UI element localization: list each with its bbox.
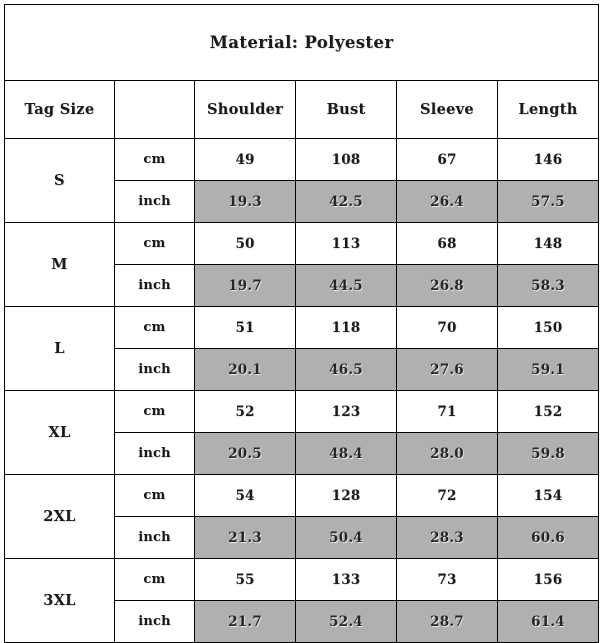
size-chart-table	[4, 4, 599, 643]
unit-label-inch: inch	[114, 601, 194, 643]
unit-label-inch: inch	[114, 433, 194, 475]
cell-length-inch: 59.1	[497, 349, 598, 391]
unit-label-cm: cm	[114, 559, 194, 601]
cell-sleeve-inch: 28.3	[397, 517, 498, 559]
table-row	[5, 391, 599, 433]
cell-shoulder-cm: 55	[195, 559, 296, 601]
size-label: L	[5, 307, 115, 391]
cell-sleeve-inch: 26.8	[397, 265, 498, 307]
cell-sleeve-cm: 71	[397, 391, 498, 433]
table-row	[5, 475, 599, 517]
cell-bust-inch: 48.4	[296, 433, 397, 475]
size-label: XL	[5, 391, 115, 475]
cell-length-cm: 150	[497, 307, 598, 349]
cell-sleeve-cm: 68	[397, 223, 498, 265]
table-row	[5, 307, 599, 349]
column-header-bust: Bust	[296, 81, 397, 139]
cell-length-inch: 59.8	[497, 433, 598, 475]
cell-length-inch: 57.5	[497, 181, 598, 223]
cell-shoulder-inch: 19.7	[195, 265, 296, 307]
cell-sleeve-inch: 26.4	[397, 181, 498, 223]
size-chart-image	[0, 4, 603, 630]
cell-shoulder-inch: 21.7	[195, 601, 296, 643]
cell-shoulder-cm: 50	[195, 223, 296, 265]
cell-length-cm: 148	[497, 223, 598, 265]
unit-label-inch: inch	[114, 265, 194, 307]
unit-label-cm: cm	[114, 223, 194, 265]
cell-length-inch: 60.6	[497, 517, 598, 559]
unit-label-inch: inch	[114, 349, 194, 391]
column-header-tag-size: Tag Size	[5, 81, 115, 139]
cell-bust-cm: 118	[296, 307, 397, 349]
unit-label-cm: cm	[114, 307, 194, 349]
cell-shoulder-cm: 54	[195, 475, 296, 517]
cell-bust-inch: 50.4	[296, 517, 397, 559]
cell-bust-inch: 46.5	[296, 349, 397, 391]
cell-sleeve-inch: 27.6	[397, 349, 498, 391]
column-header-sleeve: Sleeve	[397, 81, 498, 139]
cell-length-cm: 152	[497, 391, 598, 433]
unit-label-cm: cm	[114, 139, 194, 181]
column-header-unit	[114, 81, 194, 139]
size-label: M	[5, 223, 115, 307]
cell-shoulder-inch: 21.3	[195, 517, 296, 559]
cell-length-cm: 146	[497, 139, 598, 181]
cell-bust-cm: 108	[296, 139, 397, 181]
column-header-shoulder: Shoulder	[195, 81, 296, 139]
cell-shoulder-cm: 49	[195, 139, 296, 181]
size-label: 2XL	[5, 475, 115, 559]
unit-label-inch: inch	[114, 181, 194, 223]
cell-sleeve-cm: 72	[397, 475, 498, 517]
table-row	[5, 559, 599, 601]
unit-label-cm: cm	[114, 475, 194, 517]
cell-sleeve-inch: 28.7	[397, 601, 498, 643]
size-label: S	[5, 139, 115, 223]
cell-shoulder-cm: 51	[195, 307, 296, 349]
cell-bust-cm: 133	[296, 559, 397, 601]
cell-length-cm: 156	[497, 559, 598, 601]
cell-bust-inch: 52.4	[296, 601, 397, 643]
cell-bust-inch: 44.5	[296, 265, 397, 307]
cell-sleeve-cm: 70	[397, 307, 498, 349]
title-row	[5, 5, 599, 81]
cell-bust-cm: 113	[296, 223, 397, 265]
cell-bust-inch: 42.5	[296, 181, 397, 223]
unit-label-cm: cm	[114, 391, 194, 433]
cell-length-inch: 58.3	[497, 265, 598, 307]
cell-shoulder-inch: 20.5	[195, 433, 296, 475]
material-title: Material: Polyester	[5, 5, 599, 81]
cell-length-inch: 61.4	[497, 601, 598, 643]
cell-shoulder-cm: 52	[195, 391, 296, 433]
cell-shoulder-inch: 20.1	[195, 349, 296, 391]
column-header-length: Length	[497, 81, 598, 139]
cell-bust-cm: 123	[296, 391, 397, 433]
cell-sleeve-cm: 67	[397, 139, 498, 181]
cell-shoulder-inch: 19.3	[195, 181, 296, 223]
cell-bust-cm: 128	[296, 475, 397, 517]
cell-length-cm: 154	[497, 475, 598, 517]
table-row	[5, 139, 599, 181]
size-label: 3XL	[5, 559, 115, 643]
cell-sleeve-cm: 73	[397, 559, 498, 601]
unit-label-inch: inch	[114, 517, 194, 559]
table-row	[5, 223, 599, 265]
cell-sleeve-inch: 28.0	[397, 433, 498, 475]
header-row	[5, 81, 599, 139]
